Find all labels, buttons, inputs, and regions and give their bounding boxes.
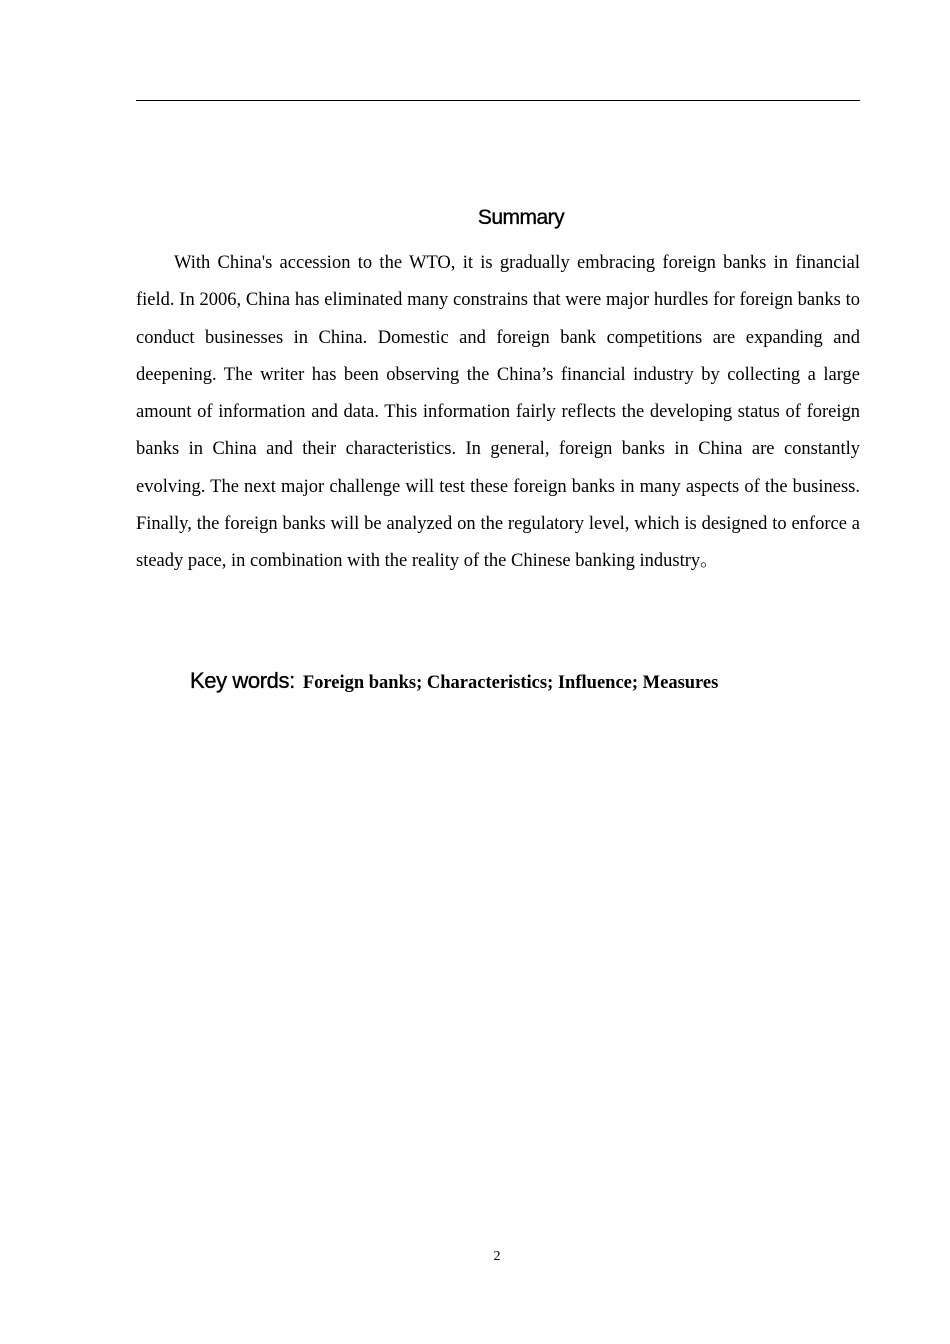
keywords-list: Foreign banks; Characteristics; Influence; Measures: [302, 673, 719, 693]
keywords-line: [190, 664, 870, 701]
keywords-label: Key words:: [190, 668, 295, 693]
page-title: Summary: [477, 206, 565, 229]
header-rule: [136, 100, 860, 101]
page-number: 2: [493, 1249, 501, 1264]
abstract-paragraph: With China's accession to the WTO, it is gradually embracing foreign banks in financial field. In 2006, China has eliminated many constrains that were major hurdles for foreign banks to conduct businesses in China. Domestic and foreign bank competitions are expanding and deepening. The writer has been observing the China’s financial industry by collecting a large amount of information and data. This information fairly reflects the developing status of foreign banks in China and their characteristics. In general, foreign banks in China are constantly evolving. The next major challenge will test these foreign banks in many aspects of the business. Finally, the foreign banks will be analyzed on the regulatory level, which is designed to enforce a steady pace, in combination with the reality of the Chinese banking industry。: [136, 253, 860, 572]
